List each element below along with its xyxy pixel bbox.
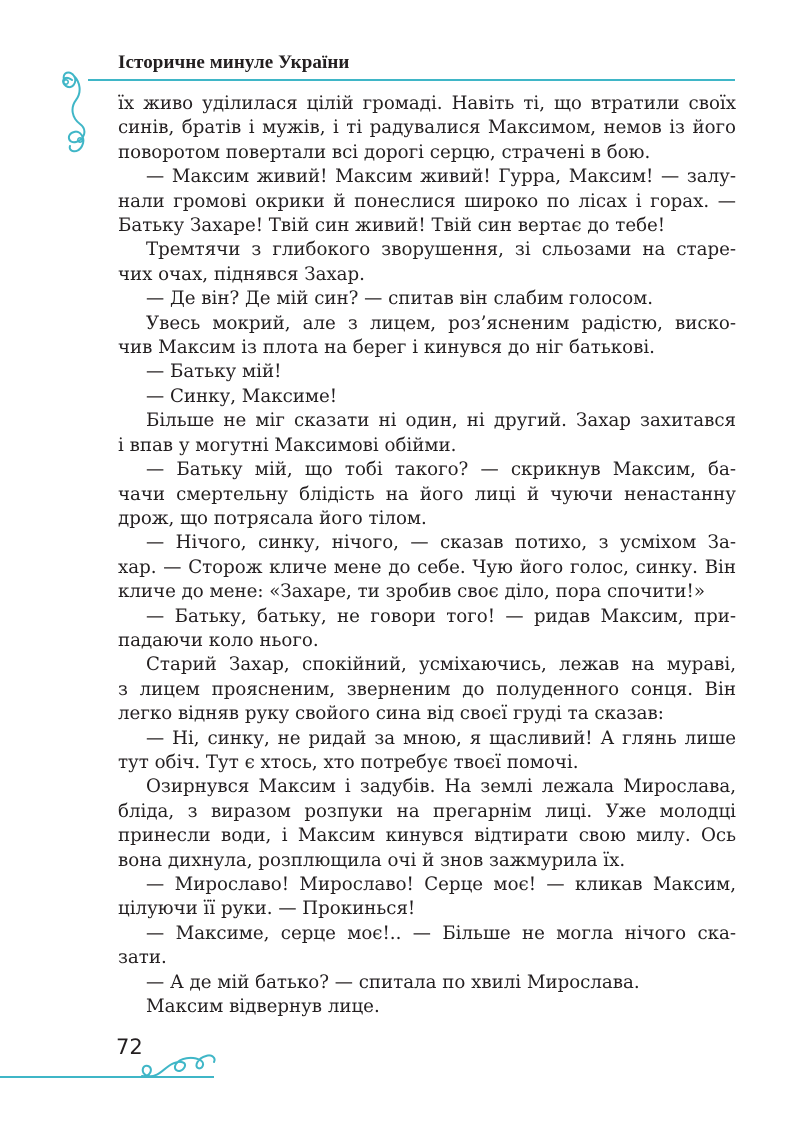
text-line: — Ні, синку, не ридай за мною, я щасливий! А глянь лише <box>146 727 736 749</box>
text-line: Озирнувся Максим і задубів. На землі лежала Мирослава, <box>146 776 736 798</box>
text-line: Старий Захар, спокійний, усміхаючись, лежав на мураві, <box>146 654 736 676</box>
text-line: — Максим живий! Максим живий! Гурра, Максим! — залу- <box>146 166 736 188</box>
text-line: — Батьку мій, що тобі такого? — скрикнув Максим, ба- <box>146 459 736 481</box>
text-line: їх живо уділилася цілій громаді. Навіть ті, що втратили своїх <box>118 93 736 114</box>
text-line: — Батьку мій! <box>146 361 282 383</box>
text-line: — Де він? Де мій син? — спитав він слабим голосом. <box>146 288 654 310</box>
page-number: 72 <box>116 1035 143 1059</box>
decorative-swirl-icon <box>140 1046 220 1086</box>
header-divider <box>88 79 735 81</box>
decorative-swirl-icon <box>58 68 98 158</box>
running-header-title: Історичне минуле України <box>118 52 350 73</box>
text-line: нали громові окрики й понеслися широко по лісах і горах. — <box>118 190 736 212</box>
text-line: Більше не міг сказати ні один, ні другий. Захар захитався <box>146 410 736 432</box>
text-line: поворотом повертали всі дорогі серцю, страчені в бою. <box>118 141 651 163</box>
text-line: вона дихнула, розплющила очі й знов зажмурила їх. <box>118 849 626 871</box>
text-line: чив Максим із плота на берег і кинувся до ніг батькові. <box>118 337 655 359</box>
text-line: Батьку Захаре! Твій син живий! Твій син вертає до тебе! <box>118 215 666 237</box>
text-line: — Мирославо! Мирославо! Серце моє! — кликав Максим, <box>146 874 736 895</box>
text-line: і впав у могутні Максимові обійми. <box>118 434 457 456</box>
text-line: з лицем проясненим, зверненим до полуденного сонця. Він <box>118 678 736 700</box>
text-line: дрож, що потрясала його тілом. <box>118 507 427 529</box>
text-line: — А де мій батько? — спитала по хвилі Мирослава. <box>146 971 640 993</box>
text-line: зати. <box>118 947 167 969</box>
text-line: Увесь мокрий, але з лицем, роз’ясненим радістю, вискo- <box>146 312 736 334</box>
body-text <box>118 92 736 1019</box>
text-line: тут обіч. Тут є хтось, хто потребує твоєї помочі. <box>118 751 579 773</box>
text-line: хар. — Сторож кличе мене до себе. Чую його голос, синку. Він <box>118 556 736 578</box>
text-line: бліда, з виразом розпуки на прегарнім лиці. Уже молодці <box>118 800 736 822</box>
text-line: Максим відвернув лице. <box>146 996 380 1018</box>
text-line: Тремтячи з глибокого зворушення, зі сльозами на старе- <box>146 239 736 261</box>
text-line: — Нічого, синку, нічого, — сказав потихо, з усміхом За- <box>146 532 736 554</box>
text-line: синів, братів і мужів, і ті радувалися Максимом, немов із його <box>118 117 736 139</box>
text-line: чачи смертельну блідість на його лиці й чуючи ненастанну <box>118 483 736 505</box>
text-line: чих очах, піднявся Захар. <box>118 263 365 285</box>
text-line: падаючи коло нього. <box>118 629 319 651</box>
text-line: кличе до мене: «Захаре, ти зробив своє діло, пора спочити!» <box>118 581 705 603</box>
text-line: — Батьку, батьку, не говори того! — ридав Максим, при- <box>146 605 736 627</box>
text-line: принесли води, і Максим кинувся відтирати свою милу. Ось <box>118 825 736 847</box>
text-line: цілуючи її руки. — Прокинься! <box>118 898 416 920</box>
footer-divider <box>0 1076 214 1078</box>
text-line: легко відняв руку свойого сина від своєї груді та сказав: <box>118 703 664 725</box>
text-line: — Синку, Максиме! <box>146 385 338 407</box>
text-line: — Максиме, серце моє!.. — Більше не могла нічого ска- <box>146 922 736 944</box>
